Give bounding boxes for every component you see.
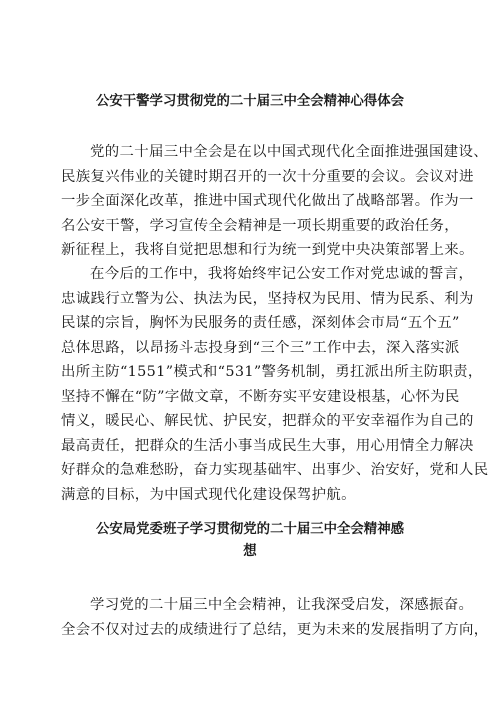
text-line: 民族复兴伟业的关键时期召开的一次十分重要的会议。会议对进 <box>61 168 474 185</box>
text-line: 最高责任，把群众的生活小事当成民生大事，用心用情全力解决 <box>61 437 474 454</box>
text-line: 好群众的急难愁盼，奋力实现基础牢、出事少、治安好，党和人民 <box>61 462 489 478</box>
article-paragraph <box>61 593 489 642</box>
text-line: 坚持不懈在“防”字做文章，不断夯实平安建设根基，心怀为民 <box>61 388 460 405</box>
article-title: 公安干警学习贯彻党的二十届三中全会精神心得体会 <box>96 94 404 109</box>
text-line: 一步全面深化改革，推进中国式现代化做出了战略部署。作为一 <box>61 193 474 209</box>
text-line: 民谋的宗旨，胸怀为民服务的责任感，深刻体会市局“五个五” <box>61 315 460 331</box>
text-line: 学习党的二十届三中全会精神，让我深受启发，深感振奋。 <box>90 597 474 613</box>
article-paragraph <box>61 262 489 507</box>
text-line: 党的二十届三中全会是在以中国式现代化全面推进强国建设、 <box>90 144 488 160</box>
text-line: 在今后的工作中，我将始终牢记公安工作对党忠诚的誓言， <box>90 266 474 282</box>
title-line: 想 <box>243 544 257 559</box>
title-line: 公安局党委班子学习贯彻党的二十届三中全会精神感 <box>96 522 404 537</box>
article-paragraph <box>61 140 488 263</box>
text-line: 出所主防“1551”模式和“531”警务机制，勇扛派出所主防职责， <box>61 364 483 380</box>
text-line: 忠诚践行立警为公、执法为民，坚持权为民用、情为民系、利为 <box>61 290 474 307</box>
text-line: 情义，暖民心、解民忧、护民安，把群众的平安幸福作为自己的 <box>61 413 474 429</box>
text-line: 满意的目标，为中国式现代化建设保驾护航。 <box>61 486 356 503</box>
text-line: 全会不仅对过去的成绩进行了总结，更为未来的发展指明了方向， <box>61 621 489 638</box>
text-line: 新征程上，我将自觉把思想和行为统一到党中央决策部署上来。 <box>61 242 474 258</box>
text-line: 总体思路，以昂扬斗志投身到“三个三”工作中去，深入落实派 <box>61 339 460 356</box>
text-line: 名公安干警，学习宣传全会精神是一项长期重要的政治任务， <box>61 217 459 234</box>
article-title <box>60 519 440 563</box>
